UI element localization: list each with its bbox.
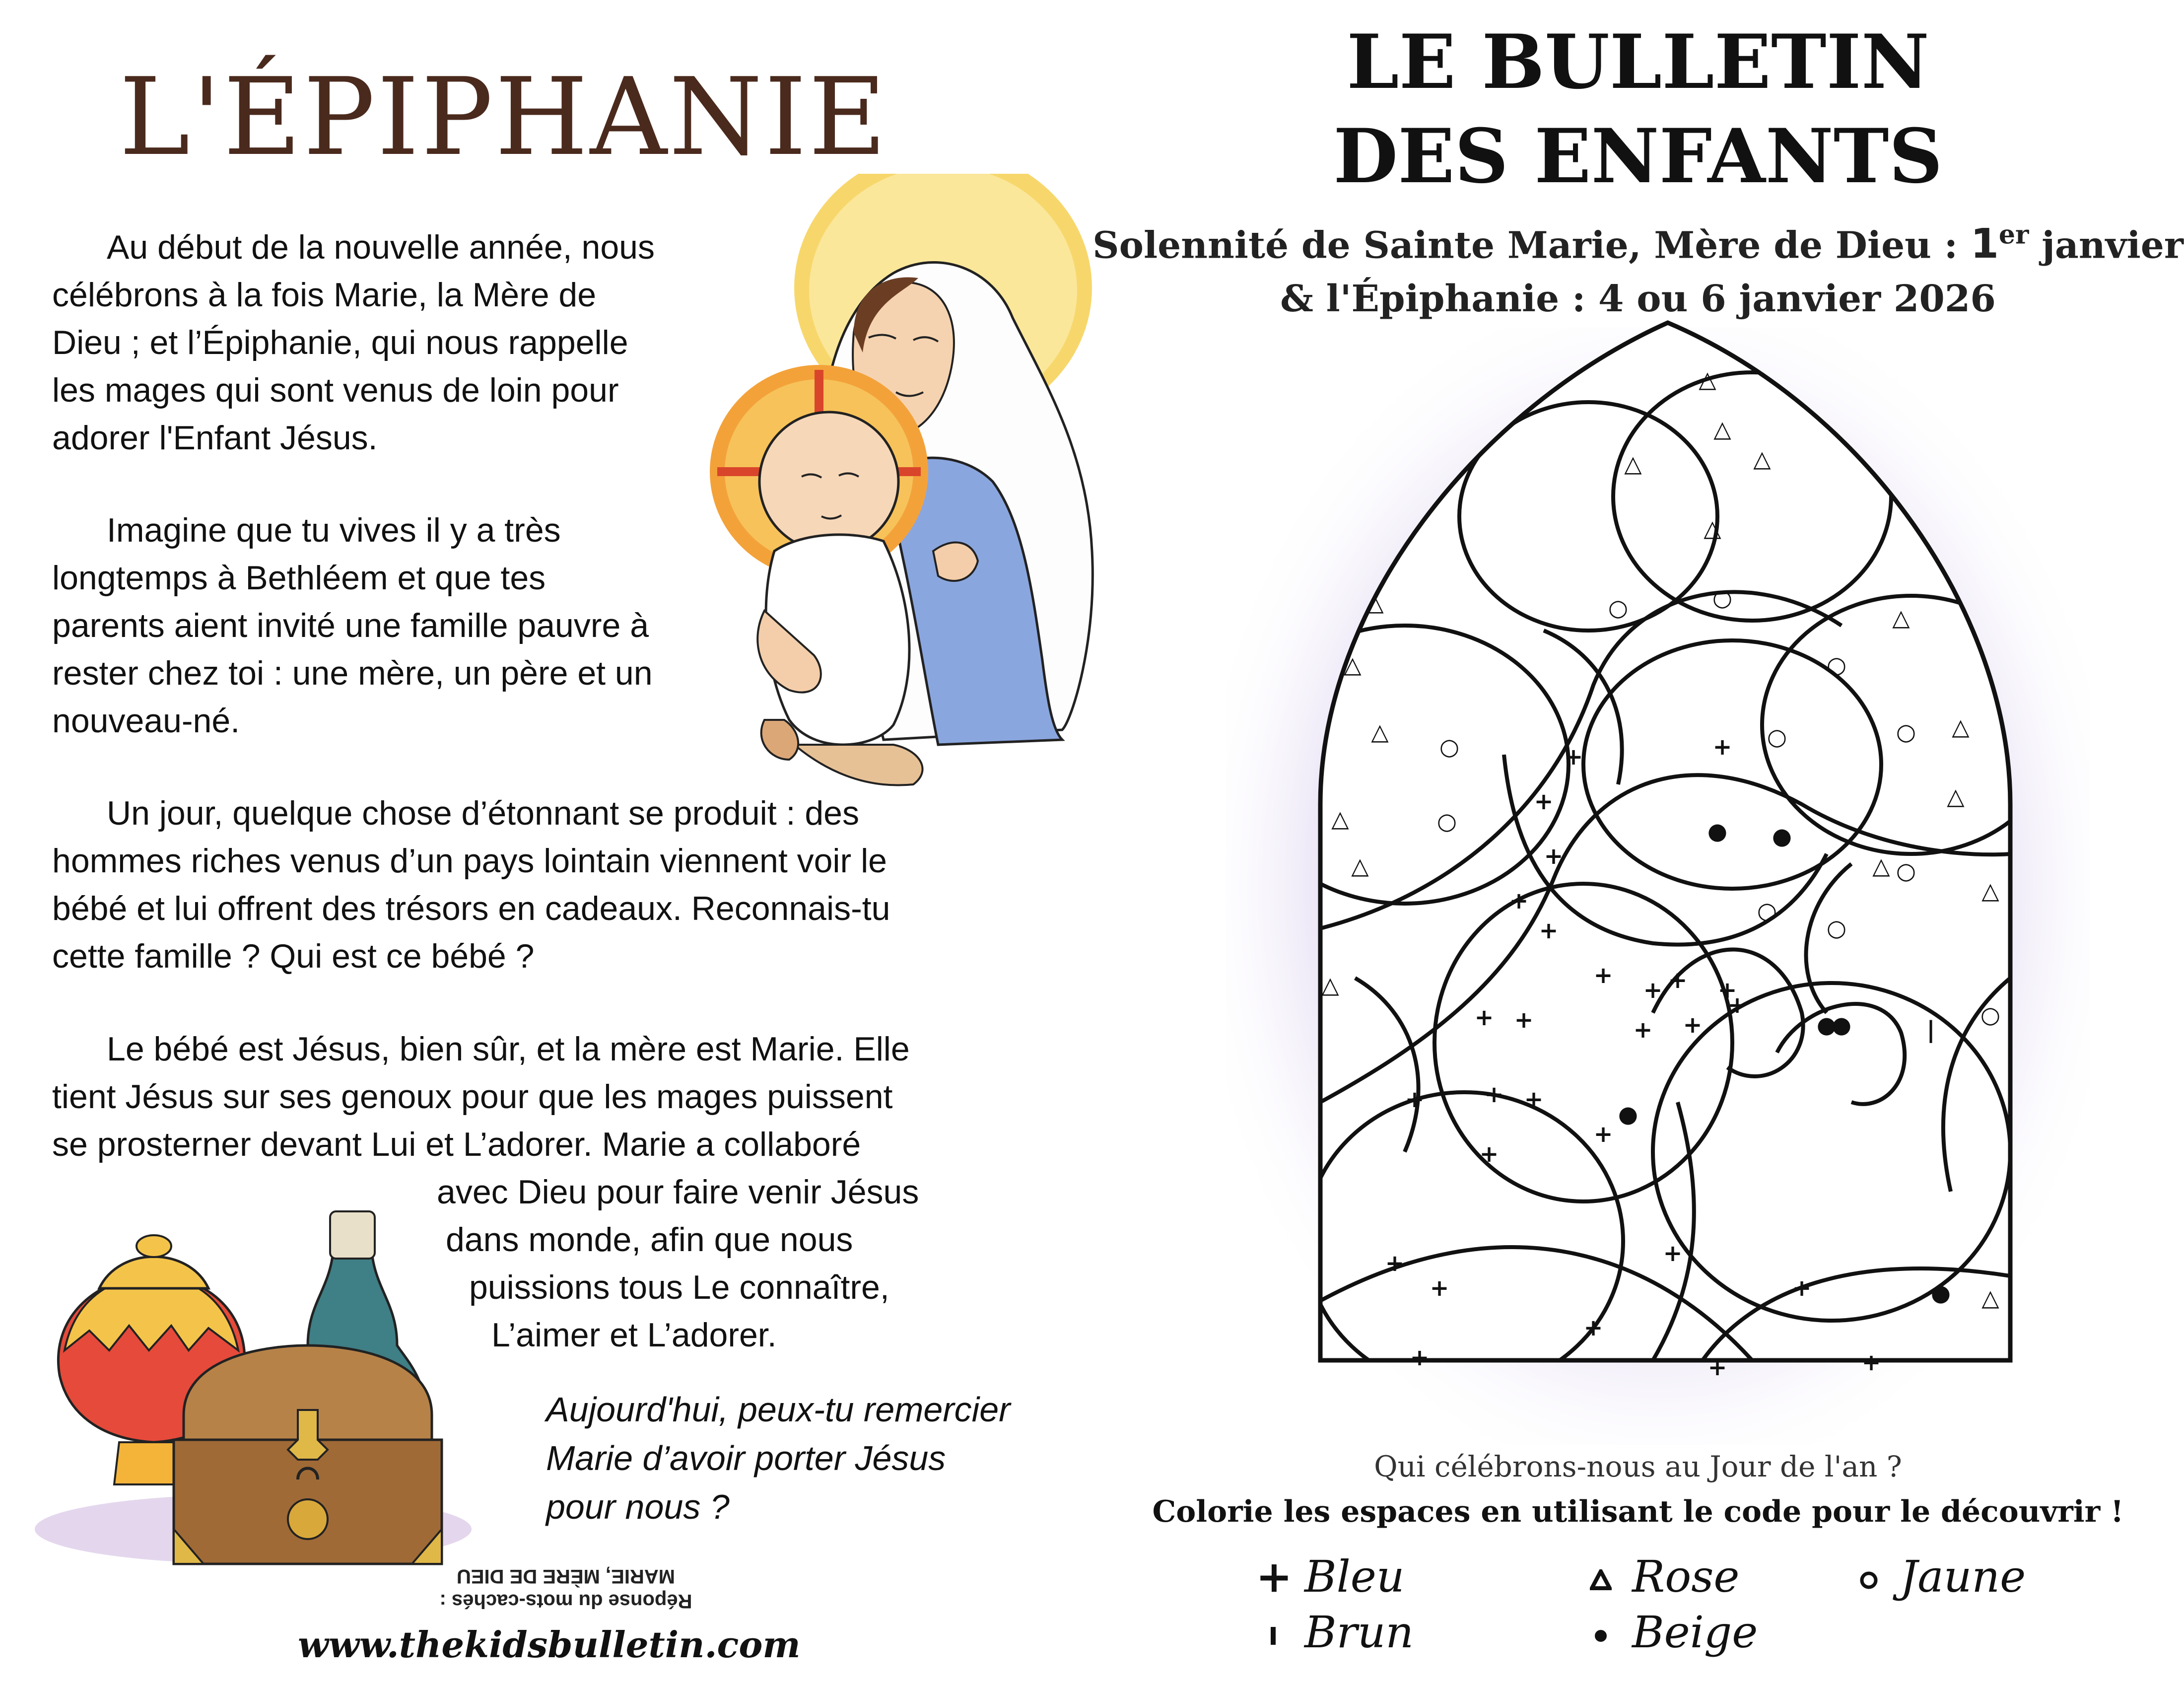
svg-text:○: ○	[1712, 584, 1733, 611]
svg-text:○: ○	[1896, 718, 1916, 745]
svg-text:+: +	[1668, 967, 1688, 993]
svg-text:○: ○	[1826, 651, 1847, 678]
paragraph-line: Au début de la nouvelle année, nous	[107, 228, 655, 266]
svg-text:+: +	[1712, 733, 1732, 760]
answer-value: MARIE, MÈRE DE DIEU	[456, 1565, 676, 1587]
svg-text:+: +	[1509, 887, 1529, 914]
svg-text:○: ○	[1757, 897, 1777, 924]
svg-text:○: ○	[1980, 1001, 2001, 1028]
right-page	[1092, 0, 2184, 1688]
svg-text:+: +	[1663, 1240, 1683, 1266]
subtitle-line-2: & l'Épiphanie : 4 ou 6 janvier 2026	[1280, 278, 1996, 321]
paragraph-line: parents aient invité une famille pauvre à	[52, 607, 649, 644]
svg-text:+: +	[1484, 1081, 1504, 1108]
paragraph-1	[52, 223, 655, 462]
question-line: Marie d’avoir porter Jésus	[546, 1439, 946, 1477]
svg-text:+: +	[1707, 1354, 1727, 1381]
paragraph-line: rester chez toi : une mère, un père et un	[52, 654, 653, 692]
bulletin-title-line: DES ENFANTS	[1333, 113, 1943, 200]
question-line: Aujourd'hui, peux-tu remercier	[546, 1390, 1011, 1429]
svg-text:●: ●	[1930, 1279, 1951, 1306]
svg-text:+: +	[1583, 1314, 1603, 1341]
svg-text:+: +	[1683, 1011, 1703, 1038]
svg-text:+: +	[1593, 1121, 1613, 1147]
bar-icon	[1256, 1605, 1291, 1659]
svg-text:+: +	[1405, 1086, 1425, 1113]
legend-label: Brun	[1304, 1607, 1414, 1658]
paragraph-line: puissions tous Le connaître,	[469, 1268, 889, 1306]
subtitle-text: Solennité de Sainte Marie, Mère de Dieu :	[1092, 224, 1971, 267]
plus-icon: +	[1256, 1550, 1293, 1602]
svg-text:△: △	[1892, 604, 1910, 631]
svg-text:|: |	[1926, 1016, 1935, 1043]
date-number-text: 1	[1970, 220, 1999, 268]
coloring-instruction: Colorie les espaces en utilisant le code pour le découvrir !	[1152, 1494, 2124, 1529]
legend-beige	[1583, 1605, 1758, 1659]
svg-text:●: ●	[1816, 1011, 1837, 1038]
subtitle-text: janvier	[2029, 224, 2184, 267]
svg-text:+: +	[1564, 743, 1583, 770]
svg-text:○: ○	[1767, 723, 1787, 750]
svg-text:○: ○	[1436, 808, 1457, 835]
legend-blue	[1256, 1549, 1405, 1604]
svg-text:●: ●	[1772, 823, 1792, 849]
epiphany-title: L'ÉPIPHANIE	[119, 55, 888, 179]
stained-glass-coloring-window	[1206, 308, 2110, 1465]
circle-icon	[1851, 1549, 1886, 1604]
paragraph-2	[52, 506, 653, 745]
paragraph-line: Un jour, quelque chose d’étonnant se produit : des	[107, 794, 859, 832]
legend-yellow	[1851, 1549, 2026, 1604]
svg-text:+: +	[1717, 977, 1737, 1003]
svg-text:+: +	[1479, 1140, 1499, 1167]
svg-text:+: +	[1430, 1274, 1449, 1301]
legend-pink	[1583, 1549, 1739, 1604]
triangle-icon	[1583, 1549, 1618, 1604]
svg-text:△: △	[1704, 515, 1721, 542]
paragraph-line: célébrons à la fois Marie, la Mère de	[52, 276, 597, 314]
svg-text:+: +	[1727, 991, 1747, 1018]
paragraph-line: longtemps à Bethléem et que tes	[52, 559, 546, 597]
svg-text:△: △	[1321, 972, 1339, 998]
paragraph-line: adorer l'Enfant Jésus.	[52, 419, 378, 457]
closing-question	[546, 1385, 1010, 1531]
svg-text:○: ○	[1608, 594, 1629, 621]
svg-text:+: +	[1410, 1344, 1430, 1371]
mary-and-child-illustration	[705, 174, 1112, 799]
legend-brown	[1256, 1605, 1414, 1659]
svg-text:△: △	[1713, 416, 1731, 442]
svg-text:△: △	[1952, 713, 1970, 740]
bulletin-title	[1092, 15, 2184, 204]
paragraph-line: Imagine que tu vives il y a très	[107, 511, 561, 549]
svg-text:△: △	[1699, 366, 1716, 393]
svg-text:+: +	[1534, 788, 1554, 815]
svg-text:○: ○	[1896, 857, 1916, 884]
svg-text:△: △	[1344, 651, 1362, 678]
svg-text:+: +	[1593, 962, 1613, 988]
svg-text:+: +	[1514, 1006, 1534, 1033]
paragraph-line: dans monde, afin que nous	[446, 1221, 853, 1259]
paragraph-line: L’aimer et L’adorer.	[491, 1316, 777, 1354]
bulletin-title-line: LE BULLETIN	[1347, 18, 1929, 106]
paragraph-line: Le bébé est Jésus, bien sûr, et la mère est Marie. Elle	[107, 1030, 910, 1068]
legend-label: Beige	[1632, 1607, 1758, 1658]
svg-text:△: △	[1331, 805, 1349, 832]
dot-icon	[1583, 1605, 1618, 1659]
subtitle-line-1	[1092, 209, 2184, 272]
paragraph-line: se prosterner devant Lui et L’adorer. Marie a collaboré	[52, 1125, 861, 1163]
svg-text:○: ○	[1439, 733, 1460, 760]
paragraph-line: Dieu ; et l’Épiphanie, qui nous rappelle	[52, 324, 628, 361]
website-link[interactable]: www.thekidsbulletin.com	[298, 1623, 801, 1666]
paragraph-line: cette famille ? Qui est ce bébé ?	[52, 937, 535, 975]
gifts-illustration	[30, 1182, 477, 1569]
svg-text:△: △	[1371, 718, 1389, 745]
svg-text:●: ●	[1707, 818, 1728, 844]
paragraph-line: avec Dieu pour faire venir Jésus	[437, 1173, 919, 1211]
legend-label: Jaune	[1900, 1551, 2026, 1602]
upside-down-answer	[377, 1564, 754, 1614]
svg-text:△: △	[1753, 445, 1771, 472]
svg-text:+: +	[1792, 1274, 1812, 1301]
paragraph-line: tient Jésus sur ses genoux pour que les mages puissent	[52, 1078, 893, 1116]
svg-text:+: +	[1385, 1250, 1405, 1276]
svg-text:+: +	[1539, 917, 1559, 944]
svg-text:●: ●	[1831, 1011, 1852, 1038]
legend-label: Bleu	[1304, 1551, 1405, 1602]
paragraph-line: nouveau-né.	[52, 702, 240, 740]
svg-text:△: △	[1947, 783, 1965, 810]
svg-text:+: +	[1643, 977, 1663, 1003]
paragraph-line: hommes riches venus d’un pays lointain viennent voir le	[52, 842, 887, 880]
svg-text:△: △	[1872, 852, 1890, 879]
svg-text:●: ●	[1618, 1101, 1638, 1127]
svg-text:△: △	[1366, 589, 1384, 616]
paragraph-3	[52, 789, 890, 980]
paragraph-4	[52, 1025, 910, 1168]
question-line: pour nous ?	[546, 1487, 730, 1526]
paragraph-line: les mages qui sont venus de loin pour	[52, 371, 619, 409]
svg-text:△: △	[1981, 877, 1999, 904]
legend-label: Rose	[1632, 1551, 1740, 1602]
paragraph-5	[437, 1168, 919, 1359]
svg-text:+: +	[1474, 1004, 1494, 1031]
svg-text:+: +	[1633, 1016, 1653, 1043]
answer-label: Réponse du mots-cachés :	[439, 1590, 692, 1612]
coloring-question: Qui célébrons-nous au Jour de l'an ?	[1374, 1450, 1902, 1483]
svg-text:○: ○	[1826, 914, 1847, 941]
svg-text:△: △	[1981, 1284, 1999, 1311]
svg-text:△: △	[1351, 852, 1369, 879]
svg-text:+: +	[1544, 843, 1564, 869]
svg-text:+: +	[1524, 1086, 1544, 1113]
svg-text:△: △	[1624, 450, 1642, 477]
date-number	[1971, 220, 2029, 268]
paragraph-line: bébé et lui offrent des trésors en cadeaux. Reconnais-tu	[52, 890, 890, 927]
svg-text:+: +	[1861, 1349, 1881, 1376]
date-ordinal: er	[1998, 220, 2029, 250]
